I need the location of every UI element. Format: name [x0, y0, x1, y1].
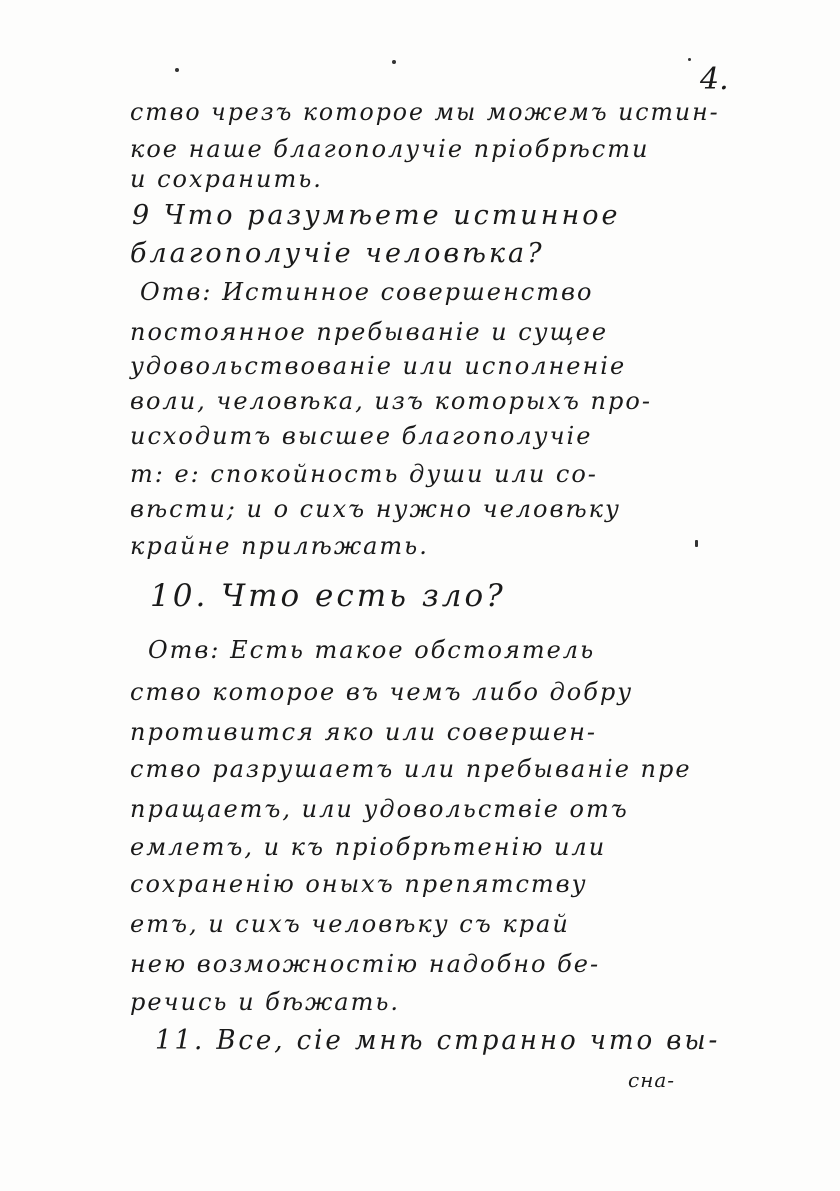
answer-line-2: постоянное пребываніе и сущее	[130, 318, 609, 346]
answer-10-line-8: етъ, и сихъ человѣку съ край	[130, 910, 570, 938]
ink-speck	[175, 68, 179, 72]
answer-10-line-7: сохраненію оныхъ препятству	[130, 870, 588, 898]
ink-speck	[688, 58, 691, 61]
text-line-3: и сохранить.	[130, 165, 323, 193]
question-11: 11. Все, сіе мнѣ странно что вы-	[155, 1025, 721, 1056]
answer-10-line-5: пращаетъ, или удовольствіе отъ	[130, 795, 629, 823]
answer-10-line-1: Отв: Есть такое обстоятель	[148, 636, 596, 664]
answer-line-7: вѣсти; и о сихъ нужно человѣку	[130, 495, 621, 523]
answer-10-line-2: ство которое въ чемъ либо добру	[130, 678, 634, 706]
ink-speck	[695, 540, 698, 547]
answer-10-line-10: речись и бѣжать.	[130, 988, 401, 1016]
answer-line-1: Отв: Истинное совершенство	[140, 278, 594, 306]
answer-10-line-6: емлетъ, и къ пріобрѣтенію или	[130, 833, 607, 861]
answer-10-line-4: ство разрушаетъ или пребываніе пре	[130, 755, 692, 783]
ink-speck	[392, 60, 396, 64]
answer-10-line-9: нею возможностію надобно бе-	[130, 950, 601, 978]
question-9-line-2: благополучіе человѣка?	[130, 238, 545, 269]
answer-10-line-3: противится яко или совершен-	[130, 718, 598, 746]
question-10: 10. Что есть зло?	[150, 578, 506, 614]
text-line-2: кое наше благополучіе пріобрѣсти	[130, 135, 650, 163]
answer-line-6: т: е: спокойность души или со-	[130, 460, 598, 488]
answer-line-3: удовольствованіе или исполненіе	[130, 352, 627, 380]
catchword: сна-	[628, 1068, 676, 1092]
answer-line-4: воли, человѣка, изъ которыхъ про-	[130, 387, 652, 415]
answer-line-5: исходитъ высшее благополучіе	[130, 422, 593, 450]
text-line-1: ство чрезъ которое мы можемъ истин-	[130, 98, 720, 126]
page-number: 4.	[700, 62, 729, 97]
question-9-line-1: 9 Что разумѣете истинное	[132, 200, 621, 231]
answer-line-8: крайне прилѣжать.	[130, 532, 429, 560]
